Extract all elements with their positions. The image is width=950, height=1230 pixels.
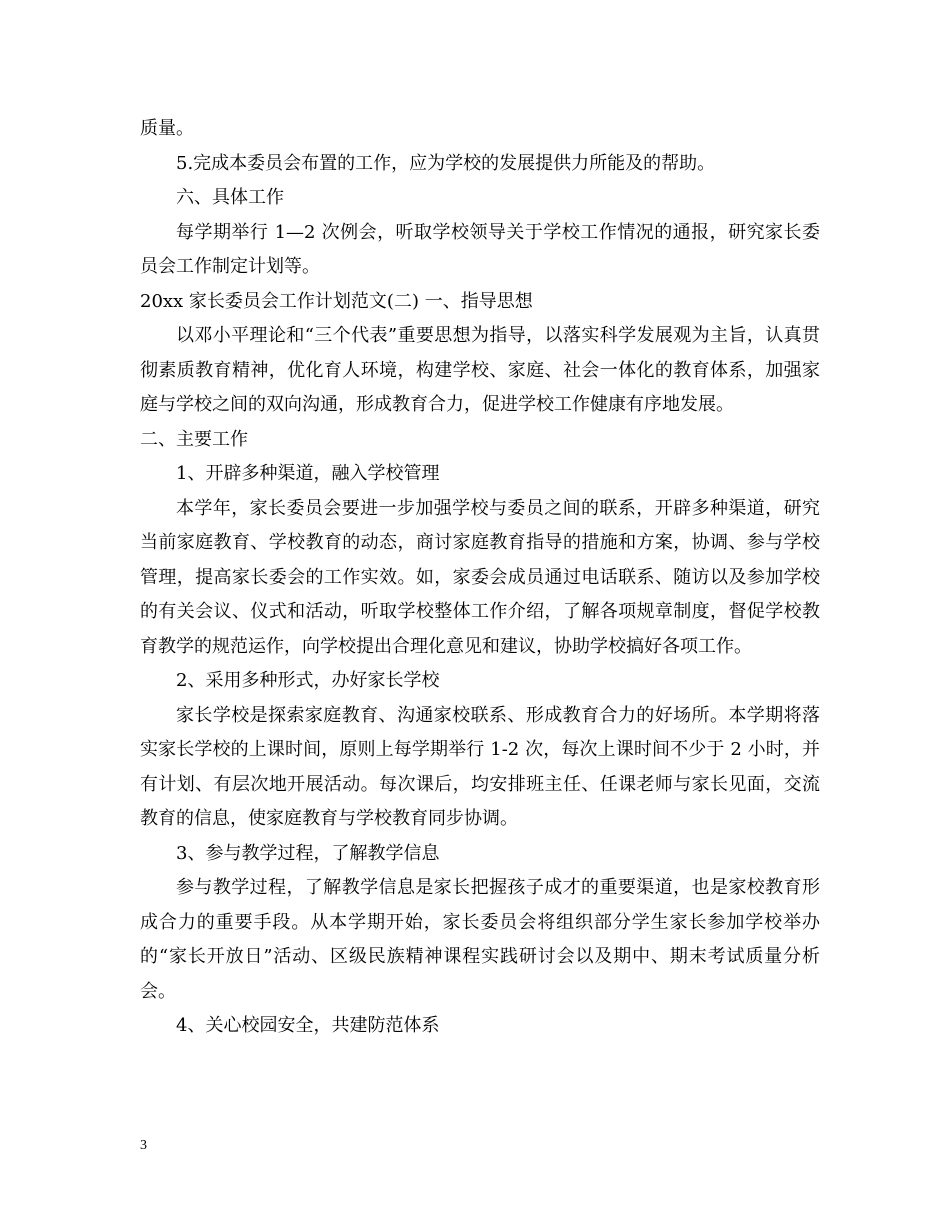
- paragraph: 以邓小平理论和“三个代表”重要思想为指导，以落实科学发展观为主旨，认真贯彻素质教育精神，优化育人环境，构建学校、家庭、社会一体化的教育体系，加强家庭与学校之间的双向沟通，形成教育合力，促进学校工作健康有序地发展。: [140, 325, 820, 415]
- paragraph: 二、主要工作: [140, 428, 248, 450]
- paragraph: 2、采用多种形式，办好家长学校: [176, 670, 440, 691]
- paragraph: 六、具体工作: [176, 187, 284, 208]
- paragraph: 参与教学过程，了解教学信息是家长把握孩子成才的重要渠道，也是家校教育形成合力的重要手段。从本学期开始，家长委员会将组织部分学生家长参加学校举办的“家长开放日”活动、区级民族精神课程实践研讨会以及期中、期末考试质量分析会。: [140, 877, 820, 1002]
- paragraph: 家长学校是探索家庭教育、沟通家校联系、形成教育合力的好场所。本学期将落实家长学校的上课时间，原则上每学期举行 1-2 次，每次上课时间不少于 2 小时，并有计划、有层次地开展活动。每次课后，均安排班主任、任课老师与家长见面，交流教育的信息，使家庭教育与学校教育同步协调。: [140, 704, 820, 829]
- paragraph: 每学期举行 1—2 次例会，听取学校领导关于学校工作情况的通报，研究家长委员会工作制定计划等。: [140, 221, 820, 277]
- paragraph: 本学年，家长委员会要进一步加强学校与委员之间的联系，开辟多种渠道，研究当前家庭教育、学校教育的动态，商讨家庭教育指导的措施和方案，协调、参与学校管理，提高家长委会的工作实效。如，家委会成员通过电话联系、随访以及参加学校的有关会议、仪式和活动，听取学校整体工作介绍，了解各项规章制度，督促学校教育教学的规范运作，向学校提出合理化意见和建议，协助学校搞好各项工作。: [140, 497, 820, 657]
- paragraph: 质量。: [140, 118, 194, 139]
- paragraph: 1、开辟多种渠道，融入学校管理: [176, 463, 440, 484]
- page-number: 3: [140, 1138, 147, 1153]
- paragraph: 5.完成本委员会布置的工作，应为学校的发展提供力所能及的帮助。: [176, 152, 716, 174]
- paragraph: 20xx 家长委员会工作计划范文(二) 一、指导思想: [140, 290, 533, 312]
- paragraph: 3、参与教学过程，了解教学信息: [176, 842, 440, 864]
- document-body: [140, 112, 820, 1044]
- paragraph: 4、关心校园安全，共建防范体系: [176, 1015, 440, 1036]
